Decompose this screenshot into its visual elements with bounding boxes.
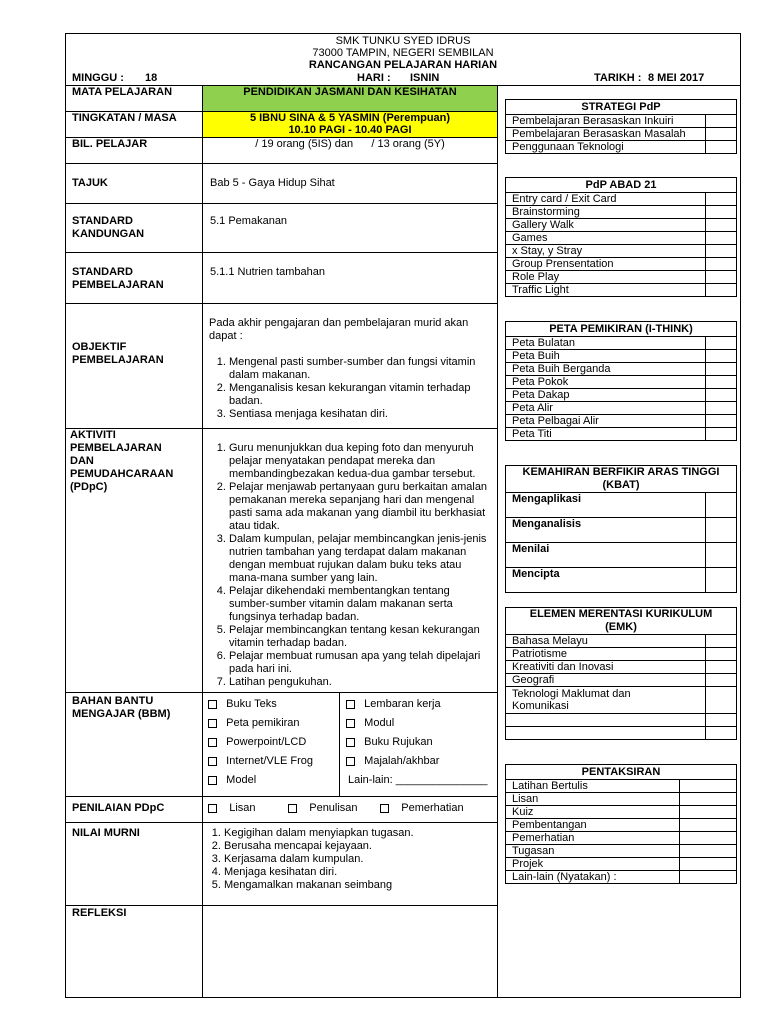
abad21-item: Role Play	[506, 271, 706, 284]
table-row	[506, 661, 737, 674]
tingkatan-label: TINGKATAN / MASA	[72, 112, 177, 124]
list-item: 1. Guru menunjukkan dua keping foto dan menyuruh pelajar menyatakan pendapat mereka dan membandingbezakan kedua-dua gambar tersebut.	[229, 442, 493, 481]
tarikh-label: TARIKH :	[594, 72, 642, 84]
abad21-item: Gallery Walk	[506, 219, 706, 232]
penilaian-option[interactable]	[288, 802, 358, 815]
bbm-left-options	[208, 695, 313, 790]
ithink-item: Peta Dakap	[506, 389, 706, 402]
check-cell[interactable]	[680, 806, 737, 819]
emk-item-line-1: Teknologi Maklumat dan	[512, 688, 631, 700]
check-cell[interactable]	[706, 648, 737, 661]
pentaksiran-item: Pemerhatian	[506, 832, 680, 845]
check-cell[interactable]	[706, 635, 737, 648]
abad21-item: Traffic Light	[506, 284, 706, 297]
table-row	[506, 284, 737, 297]
penilaian-option-label: Penulisan	[309, 802, 358, 814]
check-cell[interactable]	[706, 415, 737, 428]
abad21-item: Brainstorming	[506, 206, 706, 219]
check-cell[interactable]	[706, 219, 737, 232]
ithink-item: Peta Pokok	[506, 376, 706, 389]
table-row	[506, 206, 737, 219]
list-item: 3. Kerjasama dalam kumpulan.	[224, 853, 493, 866]
emk-title	[506, 608, 737, 635]
table-row	[506, 518, 737, 543]
nilai-list	[209, 827, 493, 892]
kbat-item: Mengaplikasi	[506, 493, 706, 518]
akt-label-2: PEMBELAJARAN	[70, 442, 162, 454]
check-cell[interactable]	[680, 871, 737, 884]
checkbox[interactable]	[208, 700, 217, 709]
pentaksiran-title: PENTAKSIRAN	[506, 765, 737, 780]
tarikh-value: 8 MEI 2017	[648, 72, 705, 84]
bbm-option[interactable]	[208, 714, 313, 733]
ithink-table	[505, 321, 737, 441]
mata-pelajaran-label: MATA PELAJARAN	[72, 86, 173, 98]
pentaksiran-item: Pembentangan	[506, 819, 680, 832]
obj-label-1: OBJEKTIF	[72, 341, 127, 353]
abad21-item: Group Prensentation	[506, 258, 706, 271]
standard-kandungan-value: 5.1 Pemakanan	[210, 215, 288, 227]
check-cell[interactable]	[706, 376, 737, 389]
kbat-item: Menganalisis	[506, 518, 706, 543]
checkbox[interactable]	[346, 700, 355, 709]
check-cell[interactable]	[680, 858, 737, 871]
penilaian-option-label: Pemerhatian	[401, 802, 464, 814]
standard-pembelajaran-value: 5.1.1 Nutrien tambahan	[210, 266, 325, 278]
table-row	[506, 648, 737, 661]
standard-pembelajaran-label	[72, 266, 164, 292]
table-row	[506, 568, 737, 593]
list-item: 5. Mengamalkan makanan seimbang	[224, 879, 493, 892]
bbm-option-label: Majalah/akhbar	[364, 755, 440, 767]
emk-empty-row	[506, 714, 706, 727]
checkbox[interactable]	[380, 804, 389, 813]
bbm-option-label: Lembaran kerja	[364, 698, 441, 710]
bbm-label	[72, 695, 170, 721]
kbat-item: Mencipta	[506, 568, 706, 593]
emk-item: Geografi	[506, 674, 706, 687]
akt-label-1: AKTIVITI	[70, 429, 116, 441]
check-cell[interactable]	[706, 493, 737, 518]
sk-label-1: STANDARD	[72, 215, 133, 227]
penilaian-option[interactable]	[208, 802, 256, 815]
emk-title-2: (EMK)	[605, 621, 637, 633]
checkbox[interactable]	[208, 776, 217, 785]
strategi-item: Pembelajaran Berasaskan Masalah	[506, 128, 706, 141]
hari-value: ISNIN	[410, 72, 440, 84]
bbm-right-options	[346, 695, 487, 790]
table-row	[506, 674, 737, 687]
abad21-item: Games	[506, 232, 706, 245]
bbm-option[interactable]	[208, 752, 313, 771]
kbat-item: Menilai	[506, 543, 706, 568]
list-item: 2. Berusaha mencapai kejayaan.	[224, 840, 493, 853]
bbm-option[interactable]	[346, 695, 487, 714]
table-row	[506, 245, 737, 258]
checkbox[interactable]	[346, 719, 355, 728]
bbm-option[interactable]	[208, 733, 313, 752]
strategi-item: Pembelajaran Berasaskan Inkuiri	[506, 115, 706, 128]
school-address: 73000 TAMPIN, NEGERI SEMBILAN	[312, 47, 494, 59]
penilaian-option[interactable]	[380, 802, 464, 815]
tingkatan-value	[203, 112, 497, 136]
emk-item: Bahasa Melayu	[506, 635, 706, 648]
akt-label-4: PEMUDAHCARAAN	[70, 468, 174, 480]
minggu-value: 18	[145, 72, 158, 84]
check-cell[interactable]	[706, 428, 737, 441]
list-item: 1. Mengenal pasti sumber-sumber dan fungsi vitamin dalam makanan.	[229, 356, 489, 382]
table-row	[506, 271, 737, 284]
school-header	[65, 35, 741, 71]
bbm-option[interactable]	[346, 733, 487, 752]
table-row	[506, 376, 737, 389]
minggu-label: MINGGU :	[72, 72, 124, 84]
emk-title-1: ELEMEN MERENTASI KURIKULUM	[529, 608, 713, 620]
pentaksiran-item: Lain-lain (Nyatakan) :	[506, 871, 680, 884]
table-row	[506, 428, 737, 441]
check-cell[interactable]	[706, 727, 737, 740]
bbm-option[interactable]	[346, 752, 487, 771]
table-row	[506, 858, 737, 871]
strategi-title: STRATEGI PdP	[506, 100, 737, 115]
table-row	[506, 350, 737, 363]
ithink-title: PETA PEMIKIRAN (I-THINK)	[506, 322, 737, 337]
check-cell[interactable]	[680, 845, 737, 858]
tingkatan-time: 10.10 PAGI - 10.40 PAGI	[288, 124, 412, 136]
kbat-title	[506, 466, 737, 493]
emk-item: Patriotisme	[506, 648, 706, 661]
bbm-label-1: BAHAN BANTU	[72, 695, 154, 707]
school-name: SMK TUNKU SYED IDRUS	[335, 35, 471, 47]
table-row	[506, 389, 737, 402]
bbm-option-label: Model	[226, 774, 257, 786]
abad21-item: x Stay, y Stray	[506, 245, 706, 258]
table-row	[506, 727, 737, 740]
checkbox[interactable]	[208, 757, 217, 766]
emk-item-line-2: Komunikasi	[512, 700, 569, 712]
list-item: 7. Latihan pengukuhan.	[229, 676, 493, 689]
kbat-table	[505, 465, 737, 593]
ithink-item: Peta Alir	[506, 402, 706, 415]
table-row	[506, 780, 737, 793]
bbm-option-label: Powerpoint/LCD	[226, 736, 307, 748]
nilai-label: NILAI MURNI	[72, 827, 140, 839]
checkbox[interactable]	[346, 757, 355, 766]
check-cell[interactable]	[706, 245, 737, 258]
check-cell[interactable]	[680, 793, 737, 806]
list-item: 2. Menganalisis kesan kekurangan vitamin terhadap badan.	[229, 382, 489, 408]
check-cell[interactable]	[706, 714, 737, 727]
sk-label-2: KANDUNGAN	[72, 228, 145, 240]
bil-pelajar-value: / 19 orang (5IS) dan / 13 orang (5Y)	[255, 138, 445, 150]
table-row	[506, 128, 737, 141]
strategi-item: Penggunaan Teknologi	[506, 141, 706, 154]
strategi-table	[505, 99, 737, 154]
check-cell[interactable]	[706, 141, 737, 154]
sp-label-2: PEMBELAJARAN	[72, 279, 164, 291]
table-row	[506, 363, 737, 376]
table-row	[506, 687, 737, 714]
check-cell[interactable]	[706, 687, 737, 714]
pentaksiran-item: Projek	[506, 858, 680, 871]
table-row	[506, 793, 737, 806]
check-cell[interactable]	[706, 543, 737, 568]
checkbox[interactable]	[208, 738, 217, 747]
check-cell[interactable]	[706, 232, 737, 245]
bil-pelajar-label: BIL. PELAJAR	[72, 138, 148, 150]
ithink-item: Peta Buih	[506, 350, 706, 363]
check-cell[interactable]	[706, 284, 737, 297]
bbm-option[interactable]	[208, 771, 313, 790]
checkbox[interactable]	[288, 804, 297, 813]
check-cell[interactable]	[680, 832, 737, 845]
aktiviti-content	[209, 442, 493, 689]
mata-pelajaran-value: PENDIDIKAN JASMANI DAN KESIHATAN	[243, 86, 457, 98]
table-row	[506, 415, 737, 428]
aktiviti-list	[209, 442, 493, 689]
list-item: 6. Pelajar membuat rumusan apa yang telah dipelajari pada hari ini.	[229, 650, 493, 676]
bbm-option[interactable]	[346, 714, 487, 733]
list-item: 4. Menjaga kesihatan diri.	[224, 866, 493, 879]
checkbox[interactable]	[208, 804, 217, 813]
checkbox[interactable]	[208, 719, 217, 728]
abad21-title: PdP ABAD 21	[506, 178, 737, 193]
objektif-intro: Pada akhir pengajaran dan pembelajaran murid akan dapat :	[209, 317, 469, 342]
bbm-option-label: Modul	[364, 717, 395, 729]
abad21-table	[505, 177, 737, 297]
pentaksiran-item: Kuiz	[506, 806, 680, 819]
pentaksiran-item: Lisan	[506, 793, 680, 806]
objektif-content	[209, 317, 489, 421]
ithink-item: Peta Pelbagai Alir	[506, 415, 706, 428]
table-row	[506, 337, 737, 350]
tajuk-label: TAJUK	[72, 177, 108, 189]
check-cell[interactable]	[706, 350, 737, 363]
check-cell[interactable]	[706, 568, 737, 593]
list-item: 3. Sentiasa menjaga kesihatan diri.	[229, 408, 489, 421]
check-cell[interactable]	[706, 337, 737, 350]
bbm-option-label: Buku Teks	[226, 698, 277, 710]
bbm-option-label: Buku Rujukan	[364, 736, 433, 748]
objektif-list	[209, 356, 489, 421]
check-cell[interactable]	[680, 780, 737, 793]
check-cell[interactable]	[680, 819, 737, 832]
table-row	[506, 493, 737, 518]
check-cell[interactable]	[706, 193, 737, 206]
table-row	[506, 219, 737, 232]
table-row	[506, 635, 737, 648]
table-row	[506, 806, 737, 819]
penilaian-label: PENILAIAN PDpC	[72, 802, 165, 814]
table-row	[506, 258, 737, 271]
tajuk-value: Bab 5 - Gaya Hidup Sihat	[210, 177, 335, 189]
emk-empty-row	[506, 727, 706, 740]
ithink-item: Peta Titi	[506, 428, 706, 441]
check-cell[interactable]	[706, 206, 737, 219]
check-cell[interactable]	[706, 389, 737, 402]
sp-label-1: STANDARD	[72, 266, 133, 278]
emk-item	[506, 687, 706, 714]
check-cell[interactable]	[706, 271, 737, 284]
bbm-label-2: MENGAJAR (BBM)	[72, 708, 171, 720]
kbat-title-1: KEMAHIRAN BERFIKIR ARAS TINGGI	[522, 466, 720, 478]
checkbox[interactable]	[346, 738, 355, 747]
list-item: 1. Kegigihan dalam menyiapkan tugasan.	[224, 827, 493, 840]
table-row	[506, 714, 737, 727]
check-cell[interactable]	[706, 661, 737, 674]
list-item: 4. Pelajar dikehendaki membentangkan tentang sumber-sumber vitamin dalam makanan serta fungsinya terhadap badan.	[229, 585, 493, 624]
emk-item: Kreativiti dan Inovasi	[506, 661, 706, 674]
table-row	[506, 141, 737, 154]
list-item: 5. Pelajar membincangkan tentang kesan kekurangan vitamin terhadap badan.	[229, 624, 493, 650]
table-row	[506, 193, 737, 206]
check-cell[interactable]	[706, 128, 737, 141]
kbat-title-2: (KBAT)	[602, 479, 640, 491]
aktiviti-label	[70, 429, 173, 494]
table-row	[506, 232, 737, 245]
bbm-option-label: Peta pemikiran	[226, 717, 300, 729]
emk-table	[505, 607, 737, 740]
obj-label-2: PEMBELAJARAN	[72, 354, 164, 366]
table-row	[506, 543, 737, 568]
check-cell[interactable]	[706, 518, 737, 543]
akt-label-3: DAN	[70, 455, 94, 467]
ithink-item: Peta Bulatan	[506, 337, 706, 350]
check-cell[interactable]	[706, 674, 737, 687]
ithink-item: Peta Buih Berganda	[506, 363, 706, 376]
table-row	[506, 115, 737, 128]
table-row	[506, 832, 737, 845]
hari-label: HARI :	[357, 72, 391, 84]
document-title: RANCANGAN PELAJARAN HARIAN	[308, 59, 498, 71]
pentaksiran-table	[505, 764, 737, 884]
akt-label-5: (PDpC)	[70, 481, 108, 493]
check-cell[interactable]	[706, 402, 737, 415]
tingkatan-class: 5 IBNU SINA & 5 YASMIN (Perempuan)	[249, 112, 451, 124]
bbm-lain-lain[interactable]: Lain-lain: _______________	[348, 774, 488, 786]
list-item: 3. Dalam kumpulan, pelajar membincangkan jenis-jenis nutrien tambahan yang terdapat dalam makanan dengan membuat rujukan dalam buku teks atau mana-mana sumber yang lain.	[229, 533, 493, 585]
table-row	[506, 819, 737, 832]
list-item: 2. Pelajar menjawab pertanyaan guru berkaitan amalan pemakanan mereka sepanjang hari dan mengenal pasti sama ada makanan yang diambil itu berkhasiat atau tidak.	[229, 481, 493, 533]
standard-kandungan-label	[72, 215, 144, 241]
objektif-label	[72, 341, 164, 367]
check-cell[interactable]	[706, 363, 737, 376]
penilaian-option-label: Lisan	[229, 802, 256, 814]
check-cell[interactable]	[706, 115, 737, 128]
check-cell[interactable]	[706, 258, 737, 271]
nilai-content	[209, 827, 493, 892]
table-row	[506, 871, 737, 884]
pentaksiran-item: Tugasan	[506, 845, 680, 858]
bbm-option-label: Internet/VLE Frog	[226, 755, 313, 767]
table-row	[506, 402, 737, 415]
abad21-item: Entry card / Exit Card	[506, 193, 706, 206]
refleksi-label: REFLEKSI	[72, 907, 127, 919]
bbm-option[interactable]	[208, 695, 313, 714]
table-row	[506, 845, 737, 858]
pentaksiran-item: Latihan Bertulis	[506, 780, 680, 793]
